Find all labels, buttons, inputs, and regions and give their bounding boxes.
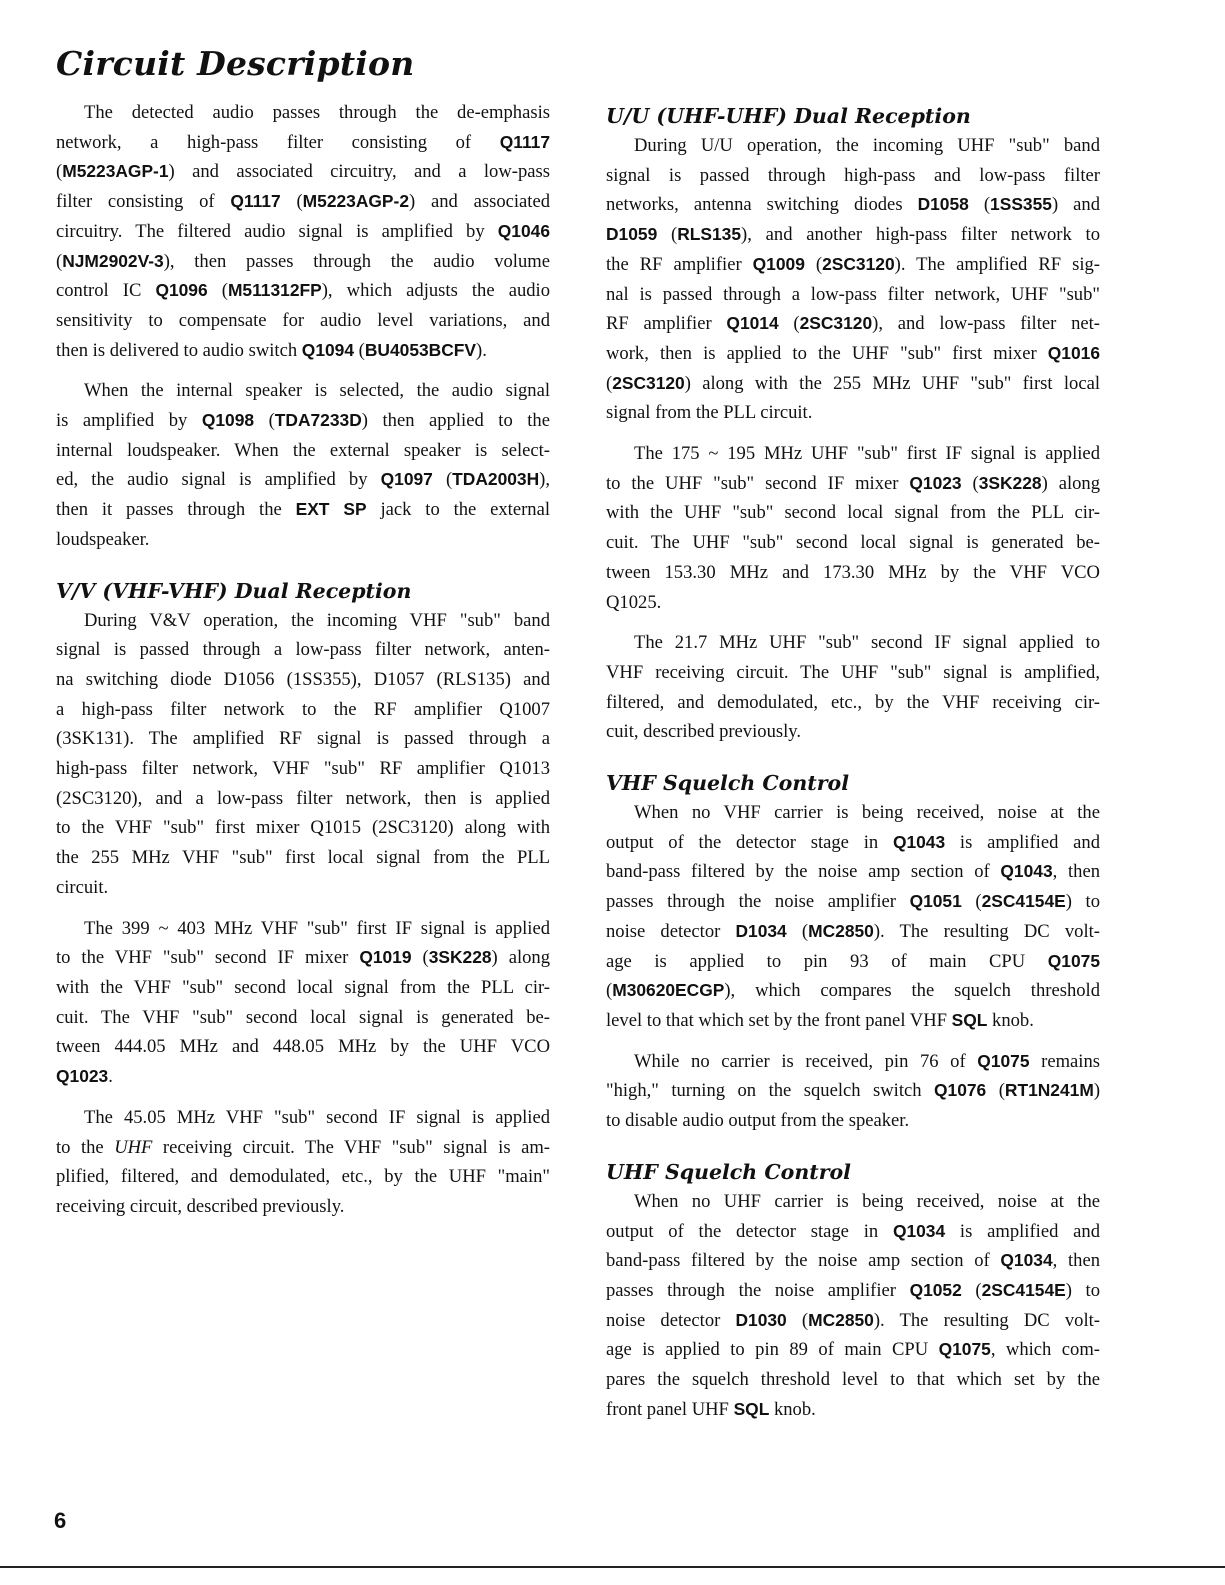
text-run: ) to [1065,891,1100,913]
text-line [56,436,550,466]
spacer [606,747,1100,768]
text-run: level to that which set by the front panel VHF [606,1009,952,1031]
paragraph [606,628,1100,747]
text-run: control IC [56,280,156,302]
text-run: passes through the noise amplifier [606,1279,910,1301]
text-run: ( [432,469,453,491]
text-line [56,525,550,555]
paragraph [606,798,1100,1036]
text-run: ( [280,191,303,213]
text-run: the 255 MHz VHF "sub" first local signal from the PLL [56,847,550,869]
text-line [606,976,1100,1006]
text-run: ) [1093,1080,1101,1102]
text-run: ( [411,947,429,969]
text-line [606,1076,1100,1106]
text-run: While no carrier is received, pin 76 of [634,1050,978,1072]
text-run: ( [968,194,991,216]
part-number: 2SC4154E [981,891,1066,912]
text-line [606,658,1100,688]
spacer [56,555,550,576]
text-run: ( [986,1080,1005,1102]
part-number: SQL [951,1009,988,1030]
text-run: passes through the noise amplifier [606,891,910,913]
text-run: filter consisting of [56,191,231,213]
text-line [56,1103,550,1133]
text-line [606,161,1100,191]
part-number: 2SC3120 [612,372,685,393]
text-run: Q1025. [606,591,662,613]
part-number: Q1117 [499,131,550,152]
text-line [606,1395,1100,1425]
text-run: to the VHF "sub" second IF mixer [56,947,360,969]
text-line [56,1032,550,1062]
text-run: , then [1052,861,1100,883]
text-line [606,339,1100,369]
text-line [606,1365,1100,1395]
part-number: Q1023 [909,472,962,493]
part-number: Q1096 [155,280,208,301]
text-run: , then [1052,1250,1100,1272]
part-number: M30620ECGP [612,980,725,1001]
part-number: Q1019 [359,947,412,968]
part-number: Q1034 [1000,1250,1053,1271]
text-run: ( [354,339,365,361]
text-run: ) along [491,947,551,969]
section-heading-uhf-squelch: UHF Squelch Control [606,1159,851,1184]
part-number: NJM2902V-3 [62,250,164,271]
text-line [606,498,1100,528]
text-run: ), and low-pass filter net- [872,313,1100,335]
text-run: The 45.05 MHz VHF "sub" second IF signal is applied [84,1106,550,1128]
text-run: cuit. The UHF "sub" second local signal is generated be- [606,532,1100,554]
part-number: BU4053BCFV [364,339,477,360]
text-line [56,635,550,665]
text-run: filtered, and demodulated, etc., by the VHF receiving cir- [606,691,1100,713]
text-run: ) then applied to the [361,410,550,432]
text-line [56,1133,550,1163]
text-run: knob. [769,1398,816,1420]
text-run: The 21.7 MHz UHF "sub" second IF signal applied to [634,632,1100,654]
text-run: internal loudspeaker. When the external speaker is select- [56,439,550,461]
footer-rule [0,1566,1225,1568]
text-line [606,190,1100,220]
text-line [606,1306,1100,1336]
text-run: When the internal speaker is selected, the audio signal [84,380,550,402]
text-line [606,798,1100,828]
text-line [56,276,550,306]
paragraph [56,914,550,1092]
text-run: "high," turning on the squelch switch [606,1080,935,1102]
text-run: The detected audio passes through the de-emphasis [84,102,550,123]
text-line [56,495,550,525]
paragraph [56,1103,550,1222]
text-run: ( [961,1279,982,1301]
part-number: 2SC3120 [822,253,895,274]
text-run: then it passes through the [56,499,296,521]
paragraph [56,376,550,554]
part-number: Q1046 [497,220,550,241]
text-line [56,695,550,725]
text-run: the RF amplifier [606,253,753,275]
text-line [606,857,1100,887]
text-run: loudspeaker. [56,528,150,550]
text-line [606,1187,1100,1217]
part-number: M5223AGP-2 [302,191,409,212]
text-line [56,1003,550,1033]
text-line [606,1106,1100,1136]
part-number: Q1051 [909,891,962,912]
text-line [606,717,1100,747]
right-column [606,101,1100,1424]
text-line [606,528,1100,558]
part-number: Q1009 [752,253,805,274]
text-run: When no VHF carrier is being received, noise at the [634,802,1100,824]
part-number: Q1043 [892,831,946,852]
text-run: ( [56,161,63,183]
part-number: SQL [733,1398,770,1419]
text-run: to disable audio output from the speaker. [606,1110,910,1132]
text-run: knob. [987,1009,1034,1031]
part-number: EXT SP [295,499,367,520]
part-number: 3SK228 [428,947,492,968]
text-run: circuit. [56,876,109,898]
text-run: band-pass filtered by the noise amp section of [606,861,1001,883]
text-run: ). The amplified RF sig- [894,253,1100,275]
text-run: VHF receiving circuit. The UHF "sub" signal is amplified, [606,661,1100,683]
part-number: Q1052 [909,1279,962,1300]
text-run: ( [786,1309,809,1331]
text-line [606,369,1100,399]
text-run: signal is passed through a low-pass filter network, anten- [56,639,550,661]
paragraph [56,606,550,903]
text-run: ), and another high-pass filter network to [741,224,1100,246]
text-run: output of the detector stage in [606,1220,893,1242]
text-run: (2SC3120), and a low-pass filter network, then is applied [56,787,550,809]
text-line [56,754,550,784]
text-line [56,465,550,495]
part-number: Q1098 [201,410,255,431]
text-run: ), [539,469,550,491]
part-number: Q1075 [1047,950,1100,971]
text-line [56,247,550,277]
part-number: D1059 [606,224,658,245]
text-run: ) and associated [409,191,551,213]
part-number: 2SC3120 [799,313,873,334]
text-line [606,250,1100,280]
part-number: Q1014 [726,313,779,334]
text-run: During U/U operation, the incoming UHF "sub" band [634,135,1100,156]
part-number: MC2850 [808,1309,874,1330]
paragraph [606,1047,1100,1136]
text-run: to the [56,1136,115,1158]
text-run: signal is passed through high-pass and low-pass filter [606,164,1100,186]
section-heading-uu: U/U (UHF-UHF) Dual Reception [606,104,971,128]
part-number: RLS135 [677,224,742,245]
text-run: networks, antenna switching diodes [606,194,918,216]
text-run: to the VHF "sub" first mixer Q1015 (2SC3120) along with [56,817,550,839]
text-run: front panel UHF [606,1398,734,1420]
text-run: sensitivity to compensate for audio level variations, and [56,309,550,331]
text-run: pares the squelch threshold level to that which set by the [606,1369,1100,1391]
part-number: Q1075 [938,1339,991,1360]
part-number: TDA7233D [274,410,362,431]
text-line [606,1047,1100,1077]
text-run: ( [254,410,275,432]
text-line [56,973,550,1003]
part-number: Q1117 [230,191,281,212]
text-run: ( [961,891,982,913]
text-line [56,873,550,903]
text-run: During V&V operation, the incoming VHF "sub" band [84,609,550,631]
text-line [606,439,1100,469]
text-line [606,131,1100,161]
part-number: 1SS355 [990,194,1052,215]
text-run: is amplified and [945,1220,1100,1242]
text-run: network, a high-pass filter consisting of [56,131,500,153]
text-run: ). [476,339,487,361]
text-run: (3SK131). The amplified RF signal is passed through a [56,728,550,750]
spacer [606,1136,1100,1157]
text-run: ) along with the 255 MHz UHF "sub" first local [684,372,1100,394]
part-number: TDA2003H [452,469,540,490]
text-run: tween 153.30 MHz and 173.30 MHz by the VHF VCO [606,561,1100,583]
text-run: ( [56,250,63,272]
section-heading-vv: V/V (VHF-VHF) Dual Reception [56,578,412,603]
paragraph [606,131,1100,428]
text-run: then is delivered to audio switch [56,339,302,361]
text-line [606,887,1100,917]
text-run: ), which compares the squelch threshold [724,980,1100,1002]
text-run: ) and [1051,194,1100,216]
text-line [56,724,550,754]
text-run: noise detector [606,920,736,942]
text-run: tween 444.05 MHz and 448.05 MHz by the UHF VCO [56,1036,550,1058]
text-run: RF amplifier [606,313,727,335]
text-run: receiving circuit, described previously. [56,1195,345,1217]
text-line [56,98,550,128]
text-run: ), then passes through the audio volume [163,250,550,272]
text-line [56,784,550,814]
text-run: ( [778,313,800,335]
text-line [56,217,550,247]
text-run: ed, the audio signal is amplified by [56,469,381,491]
text-run: ( [804,253,823,275]
text-run: band-pass filtered by the noise amp section of [606,1250,1001,1272]
text-run: ( [207,280,228,302]
text-run: high-pass filter network, VHF "sub" RF amplifier Q1013 [56,758,550,780]
text-line [56,813,550,843]
part-number: MC2850 [808,920,874,941]
text-run: jack to the external [366,499,551,521]
text-line [606,398,1100,428]
text-line [606,588,1100,618]
left-column [56,98,550,1222]
text-run: is amplified by [56,410,202,432]
text-line [56,665,550,695]
text-run: na switching diode D1056 (1SS355), D1057 (RLS135) and [56,668,550,690]
part-number: Q1075 [977,1050,1030,1071]
text-line [606,309,1100,339]
text-line [56,943,550,973]
text-run: The 399 ~ 403 MHz VHF "sub" first IF signal is applied [84,917,550,939]
text-line [56,1162,550,1192]
part-number: 2SC4154E [981,1279,1066,1300]
text-run: ). The resulting DC volt- [873,1309,1100,1331]
text-line [606,558,1100,588]
text-run: ) and associated circuitry, and a low-pass [168,161,550,183]
text-line [56,376,550,406]
text-run: with the UHF "sub" second local signal from the PLL cir- [606,502,1100,524]
text-run: When no UHF carrier is being received, noise at the [634,1190,1100,1212]
text-run: ( [606,980,613,1002]
part-number: Q1043 [1000,861,1053,882]
text-line [56,157,550,187]
text-line [56,606,550,636]
text-run: ). The resulting DC volt- [873,920,1100,942]
text-line [56,306,550,336]
part-number: 3SK228 [978,472,1042,493]
text-run: ), which adjusts the audio [321,280,551,302]
text-line [56,406,550,436]
part-number: Q1097 [380,469,433,490]
text-run: receiving circuit. The VHF "sub" signal is am- [152,1136,550,1158]
text-run: a high-pass filter network to the RF amplifier Q1007 [56,698,550,720]
text-line [606,947,1100,977]
text-line [606,628,1100,658]
part-number: Q1094 [301,339,355,360]
text-run: age is applied to pin 93 of main CPU [606,950,1048,972]
text-run: nal is passed through a low-pass filter network, UHF "sub" [606,283,1100,305]
text-line [606,280,1100,310]
paragraph [606,439,1100,617]
text-line [56,187,550,217]
part-number: RT1N241M [1004,1080,1094,1101]
text-run: cuit. The VHF "sub" second local signal is generated be- [56,1006,550,1028]
paragraph [56,98,550,365]
text-line [606,469,1100,499]
part-number: Q1016 [1047,342,1100,363]
part-number: Q1034 [892,1220,946,1241]
text-run: remains [1029,1050,1100,1072]
text-run: age is applied to pin 89 of main CPU [606,1339,939,1361]
text-line [606,917,1100,947]
text-run: output of the detector stage in [606,831,893,853]
text-line [606,1276,1100,1306]
text-run: plified, filtered, and demodulated, etc., by the UHF "main" [56,1166,550,1188]
text-run: ) to [1065,1279,1100,1301]
text-line [606,688,1100,718]
part-number: M5223AGP-1 [62,161,169,182]
text-line [606,1006,1100,1036]
part-number: D1058 [917,194,969,215]
page-title: Circuit Description [56,44,415,83]
text-line [56,336,550,366]
emphasis-text: UHF [114,1136,153,1158]
text-run: , which com- [990,1339,1100,1361]
text-run: ) along [1041,472,1101,494]
text-run: to the UHF "sub" second IF mixer [606,472,910,494]
text-run: with the VHF "sub" second local signal from the PLL cir- [56,976,550,998]
text-run: circuitry. The filtered audio signal is amplified by [56,220,498,242]
part-number: M511312FP [227,280,322,301]
text-run: cuit, described previously. [606,721,802,743]
text-line [56,1192,550,1222]
text-line [56,1062,550,1092]
part-number: Q1023 [56,1066,109,1087]
part-number: D1030 [735,1309,787,1330]
page-number: 6 [54,1508,67,1533]
text-run: . [108,1066,113,1088]
section-heading-vhf-squelch: VHF Squelch Control [606,771,849,796]
text-run: ( [786,920,809,942]
text-run: signal from the PLL circuit. [606,402,813,424]
text-line [606,220,1100,250]
text-line [56,843,550,873]
text-line [56,914,550,944]
text-run: ( [657,224,678,246]
text-run: ( [606,372,613,394]
text-run: The 175 ~ 195 MHz UHF "sub" first IF signal is applied [634,443,1100,465]
text-line [606,1335,1100,1365]
part-number: Q1076 [934,1080,987,1101]
text-line [56,128,550,158]
part-number: D1034 [735,920,787,941]
paragraph [606,1187,1100,1425]
text-run: ( [961,472,979,494]
text-line [606,1246,1100,1276]
text-run: is amplified and [945,831,1100,853]
text-line [606,828,1100,858]
text-run: work, then is applied to the UHF "sub" first mixer [606,342,1048,364]
text-line [606,1217,1100,1247]
text-run: noise detector [606,1309,736,1331]
